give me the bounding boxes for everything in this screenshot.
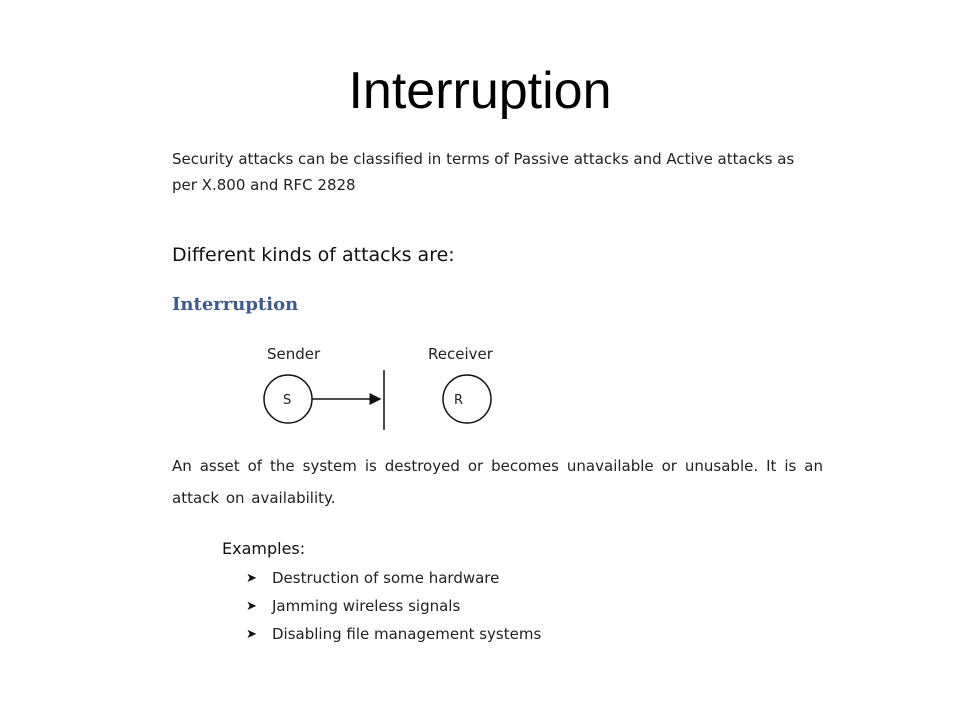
- arrowhead-bullet-icon: ➤: [246, 626, 257, 642]
- list-item: [222, 620, 642, 648]
- example-text: Destruction of some hardware: [272, 569, 500, 587]
- arrowhead-bullet-icon: ➤: [246, 598, 257, 614]
- arrowhead-bullet-icon: ➤: [246, 570, 257, 586]
- slide-title: Interruption: [348, 62, 612, 120]
- interruption-heading: Interruption: [172, 294, 299, 315]
- attack-kinds-heading: Different kinds of attacks are:: [172, 244, 455, 266]
- intro-paragraph: Security attacks can be classified in terms of Passive attacks and Active attacks as per X.800 and RFC 2828: [172, 150, 795, 194]
- sender-node: [264, 375, 312, 423]
- list-item: [222, 592, 642, 620]
- sender-node-label: S: [283, 393, 292, 408]
- example-text: Jamming wireless signals: [272, 597, 461, 615]
- examples-block: [222, 536, 642, 648]
- examples-heading: Examples:: [222, 539, 306, 558]
- interruption-description: An asset of the system is destroyed or becomes unavailable or unusable. It is an attack on availability.: [172, 457, 823, 507]
- sender-label: Sender: [267, 345, 321, 363]
- list-item: [222, 564, 642, 592]
- examples-list: [222, 564, 642, 648]
- receiver-node: [443, 375, 491, 423]
- document-body: [172, 146, 823, 643]
- receiver-node-label: R: [454, 393, 464, 408]
- example-text: Disabling file management systems: [272, 625, 542, 643]
- receiver-label: Receiver: [428, 345, 493, 363]
- interruption-diagram: [172, 342, 823, 434]
